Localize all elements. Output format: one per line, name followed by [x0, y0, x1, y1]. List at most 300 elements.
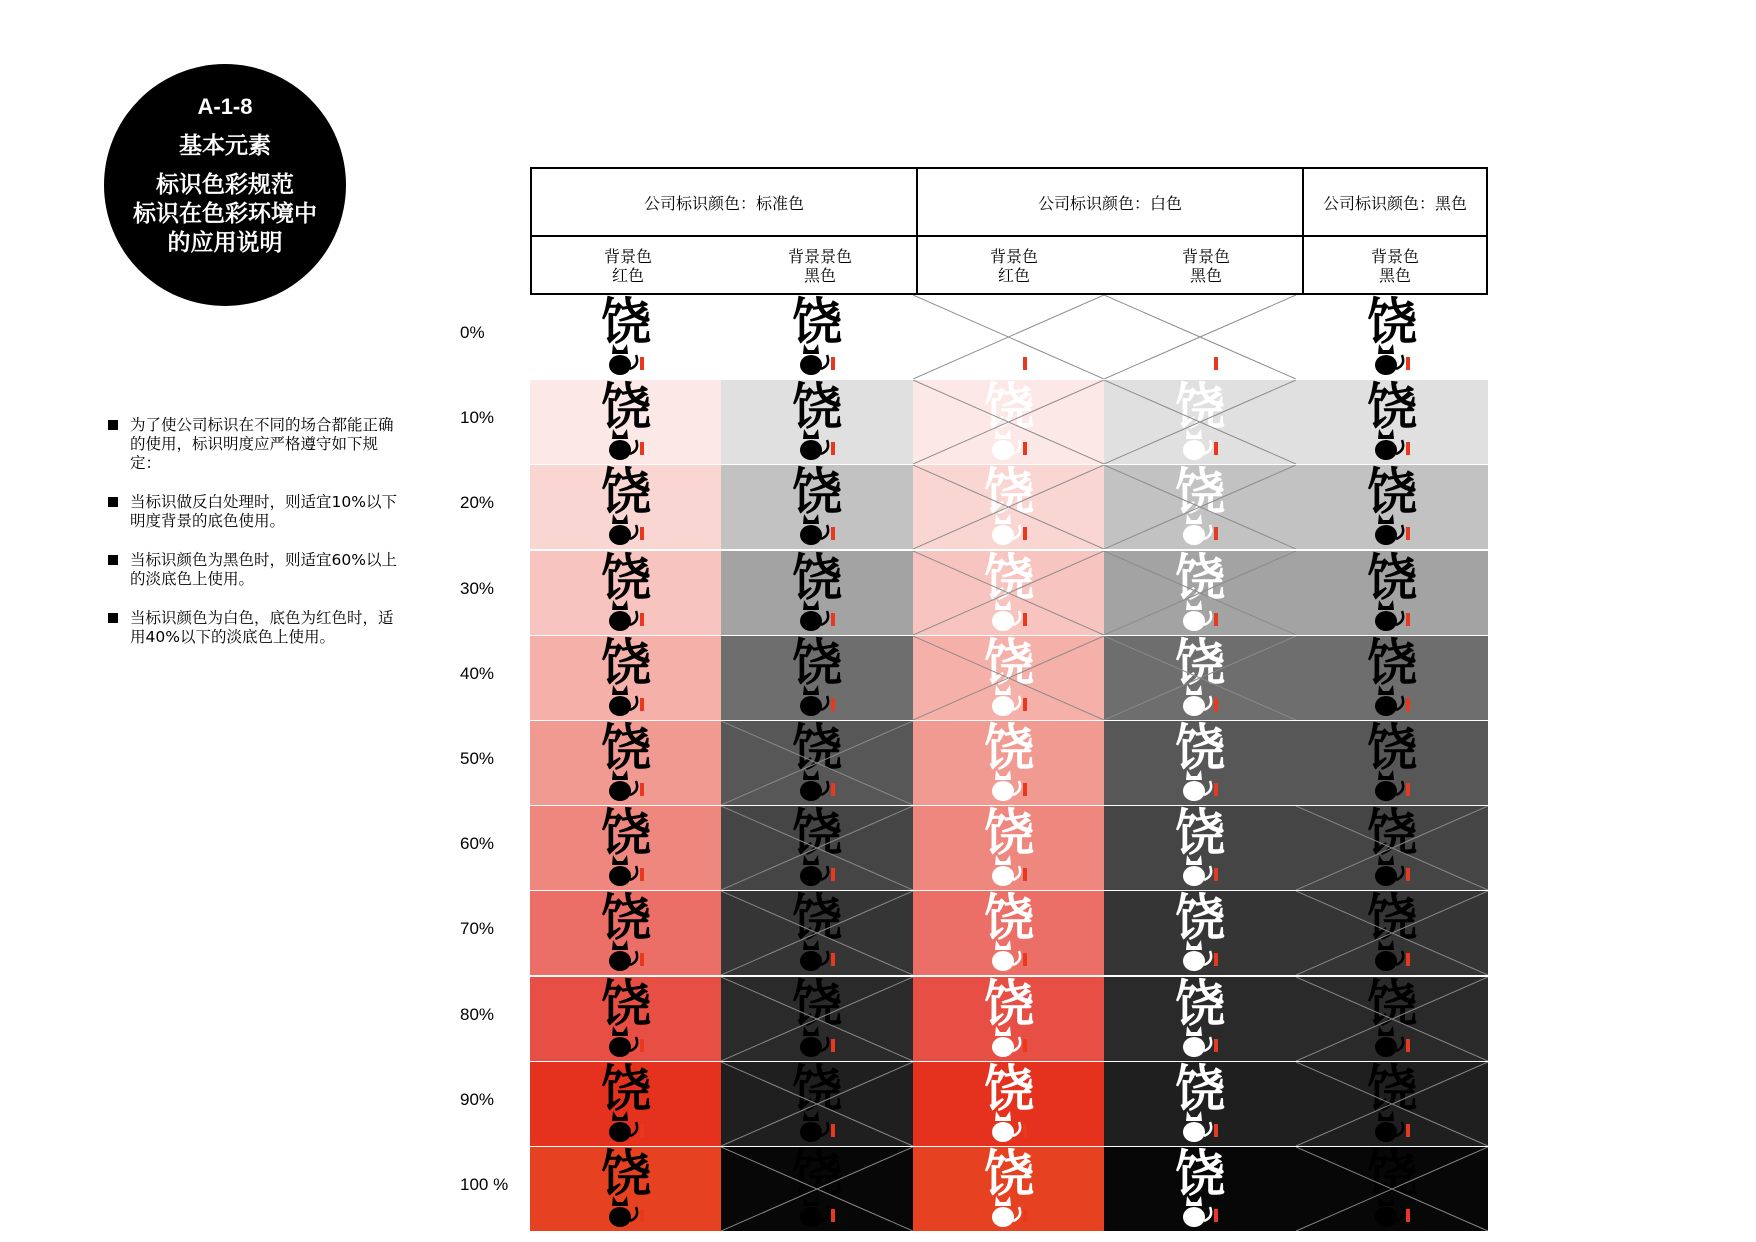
logo-glyph: 饶	[792, 295, 842, 351]
swatch-cell	[721, 1062, 913, 1146]
logo-glyph: 饶	[1175, 1061, 1225, 1118]
cat-tail-icon	[1204, 1037, 1211, 1051]
cat-tail-icon	[1204, 951, 1211, 965]
subhead-line: 背景色	[603, 247, 652, 266]
logo-mark	[767, 295, 867, 379]
logo-mark	[576, 551, 676, 635]
subhead-line: 红色	[997, 266, 1030, 285]
not-recommended-cross-icon	[913, 636, 1104, 720]
seal-icon	[1023, 1039, 1027, 1052]
row-percent-label: 30%	[460, 578, 495, 598]
section-badge	[104, 64, 346, 306]
seal-icon	[640, 953, 644, 966]
not-recommended-cross-icon	[1296, 806, 1488, 890]
seal-icon	[1406, 613, 1410, 626]
cat-tail-icon	[1013, 781, 1020, 795]
logo-glyph: 饶	[600, 976, 651, 1033]
subhead-line: 背景色	[1181, 247, 1230, 266]
row-percent-label: 40%	[460, 663, 495, 683]
cat-tail-icon	[630, 1122, 637, 1136]
not-recommended-cross-icon	[1104, 636, 1296, 720]
cat-icon	[800, 611, 822, 631]
logo-mark	[576, 1062, 676, 1146]
swatch-cell	[721, 891, 913, 975]
logo-glyph: 饶	[792, 550, 842, 607]
cat-icon	[992, 951, 1014, 971]
seal-icon	[1023, 953, 1027, 966]
logo-mark	[1342, 380, 1442, 464]
bullet-icon	[108, 420, 118, 430]
swatch-cell	[1104, 806, 1296, 890]
swatch-cell	[530, 636, 721, 720]
seal-icon	[831, 613, 835, 626]
logo-mark	[1150, 1062, 1250, 1146]
row-percent-label: 70%	[460, 919, 495, 939]
cat-icon	[609, 951, 631, 971]
cat-icon	[800, 355, 822, 375]
bullet-icon	[108, 497, 118, 507]
seal-icon	[1023, 868, 1027, 881]
row-percent-label: 0%	[460, 323, 485, 342]
not-recommended-cross-icon	[913, 295, 1104, 379]
cat-tail-icon	[630, 355, 637, 369]
swatch-cell	[721, 721, 913, 805]
logo-mark	[959, 1062, 1059, 1146]
seal-icon	[640, 783, 644, 796]
logo-mark	[1150, 806, 1250, 890]
seal-icon	[1214, 1209, 1218, 1222]
logo-glyph: 饶	[792, 891, 842, 948]
row-percent-label: 80%	[460, 1004, 495, 1024]
not-recommended-cross-icon	[1104, 295, 1296, 379]
logo-glyph: 饶	[600, 806, 651, 863]
cat-icon	[609, 696, 631, 716]
row-percent-label: 60%	[460, 834, 495, 854]
seal-icon	[640, 1039, 644, 1052]
logo-mark	[959, 806, 1059, 890]
cat-icon	[609, 525, 631, 545]
not-recommended-cross-icon	[913, 380, 1104, 464]
swatch-cell	[530, 1062, 721, 1146]
cat-tail-icon	[1013, 1207, 1020, 1221]
not-recommended-cross-icon	[913, 551, 1104, 635]
bullet-icon	[108, 613, 118, 623]
seal-icon	[1214, 953, 1218, 966]
seal-icon	[640, 1209, 644, 1222]
cat-icon	[1183, 866, 1205, 886]
logo-mark	[1342, 721, 1442, 805]
seal-icon	[640, 868, 644, 881]
seal-icon	[831, 357, 835, 370]
logo-mark	[959, 1147, 1059, 1231]
logo-mark	[1342, 551, 1442, 635]
subhead-line: 黑色	[803, 266, 836, 285]
note-text: 当标识做反白处理时，则适宜10%以下明度背景的底色使用。	[130, 493, 397, 530]
logo-glyph: 饶	[983, 635, 1034, 692]
usage-notes	[108, 416, 408, 667]
cat-icon	[609, 1207, 631, 1227]
swatch-cell	[530, 465, 721, 549]
logo-glyph: 饶	[1367, 465, 1417, 522]
cat-icon	[609, 1037, 631, 1057]
swatch-cell	[1104, 380, 1296, 464]
seal-icon	[640, 1124, 644, 1137]
cat-icon	[800, 696, 822, 716]
cat-tail-icon	[1013, 951, 1020, 965]
swatch-cell	[913, 806, 1104, 890]
logo-glyph: 饶	[792, 806, 842, 863]
cat-icon	[609, 1122, 631, 1142]
logo-glyph: 饶	[983, 295, 1034, 351]
subhead-black-bg	[1110, 237, 1302, 295]
swatch-cell	[721, 636, 913, 720]
logo-mark	[959, 891, 1059, 975]
swatch-cell	[721, 551, 913, 635]
logo-glyph: 饶	[1175, 465, 1225, 522]
note-text: 当标识颜色为黑色时，则适宜60%以上的淡底色上使用。	[130, 551, 397, 588]
logo-glyph: 饶	[1175, 806, 1225, 863]
cat-tail-icon	[1396, 781, 1403, 795]
logo-glyph: 饶	[983, 380, 1034, 437]
cat-tail-icon	[1396, 355, 1403, 369]
subhead-red-bg	[532, 237, 724, 295]
logo-mark	[1342, 636, 1442, 720]
not-recommended-cross-icon	[721, 891, 913, 975]
cat-tail-icon	[630, 951, 637, 965]
not-recommended-cross-icon	[721, 1062, 913, 1146]
logo-glyph: 饶	[1367, 891, 1417, 948]
swatch-cell	[913, 1062, 1104, 1146]
cat-icon	[992, 866, 1014, 886]
logo-glyph: 饶	[1367, 976, 1417, 1033]
cat-tail-icon	[630, 1207, 637, 1221]
logo-glyph: 饶	[600, 380, 651, 437]
logo-glyph: 饶	[1175, 635, 1225, 692]
logo-glyph: 饶	[600, 1061, 651, 1118]
cat-icon	[992, 781, 1014, 801]
logo-mark	[576, 295, 676, 379]
logo-glyph: 饶	[983, 721, 1034, 777]
swatch-cell	[530, 977, 721, 1061]
group-standard-color: 公司标识颜色：标准色	[643, 193, 804, 213]
subhead-line: 黑色	[1189, 266, 1222, 285]
row-percent-label: 100 %	[460, 1175, 509, 1194]
logo-glyph: 饶	[792, 1061, 842, 1118]
swatch-cell	[1296, 465, 1488, 549]
logo-glyph: 饶	[792, 465, 842, 522]
swatch-cell	[530, 891, 721, 975]
cat-icon	[1375, 611, 1397, 631]
logo-mark	[576, 465, 676, 549]
logo-glyph: 饶	[600, 635, 651, 692]
swatch-cell	[530, 551, 721, 635]
logo-glyph: 饶	[1175, 891, 1225, 948]
logo-glyph: 饶	[600, 1147, 651, 1203]
seal-icon	[1406, 442, 1410, 455]
seal-icon	[831, 527, 835, 540]
subhead-red-bg	[918, 237, 1110, 295]
cat-icon	[1375, 525, 1397, 545]
swatch-cell	[1104, 1147, 1296, 1231]
swatch-cell	[1296, 806, 1488, 890]
seal-icon	[640, 357, 644, 370]
swatch-cell	[1296, 636, 1488, 720]
cat-tail-icon	[630, 440, 637, 454]
logo-glyph: 饶	[983, 891, 1034, 948]
swatch-cell	[913, 721, 1104, 805]
seal-icon	[1023, 1209, 1027, 1222]
note-item	[108, 493, 408, 531]
cat-icon	[1183, 1122, 1205, 1142]
cat-icon	[609, 866, 631, 886]
section-title: 基本元素	[179, 133, 271, 159]
logo-glyph: 饶	[1175, 1147, 1225, 1203]
logo-glyph: 饶	[1367, 295, 1417, 351]
cat-tail-icon	[1396, 611, 1403, 625]
logo-glyph: 饶	[600, 550, 651, 607]
swatch-cell	[1104, 636, 1296, 720]
cat-icon	[992, 1207, 1014, 1227]
logo-glyph: 饶	[1175, 295, 1225, 351]
subhead-line: 黑色	[1378, 266, 1411, 285]
seal-icon	[831, 442, 835, 455]
logo-mark	[1342, 465, 1442, 549]
logo-glyph: 饶	[983, 1061, 1034, 1118]
swatch-cell	[1104, 295, 1296, 379]
logo-mark	[576, 636, 676, 720]
logo-mark	[576, 891, 676, 975]
swatch-cell	[913, 465, 1104, 549]
subhead-black-bg	[724, 237, 916, 295]
logo-glyph: 饶	[1367, 550, 1417, 607]
not-recommended-cross-icon	[721, 806, 913, 890]
cat-tail-icon	[1204, 781, 1211, 795]
cat-tail-icon	[1396, 440, 1403, 454]
not-recommended-cross-icon	[1104, 465, 1296, 549]
swatch-cell	[1104, 1062, 1296, 1146]
swatch-cell	[1296, 977, 1488, 1061]
cat-icon	[1183, 781, 1205, 801]
swatch-cell	[1296, 380, 1488, 464]
cat-tail-icon	[630, 1037, 637, 1051]
cat-icon	[609, 781, 631, 801]
swatch-cell	[721, 465, 913, 549]
cat-tail-icon	[1204, 1207, 1211, 1221]
logo-glyph: 饶	[1175, 721, 1225, 777]
logo-mark	[767, 551, 867, 635]
logo-glyph: 饶	[1367, 1061, 1417, 1118]
swatch-cell	[721, 977, 913, 1061]
subhead-black-bg	[1304, 237, 1486, 295]
swatch-cell	[913, 891, 1104, 975]
color-table-header	[530, 167, 1488, 295]
logo-mark	[576, 977, 676, 1061]
swatch-cell	[913, 1147, 1104, 1231]
logo-glyph: 饶	[1367, 1147, 1417, 1203]
logo-mark	[576, 806, 676, 890]
cat-icon	[800, 440, 822, 460]
logo-glyph: 饶	[1367, 635, 1417, 692]
note-item	[108, 551, 408, 589]
cat-tail-icon	[630, 696, 637, 710]
not-recommended-cross-icon	[913, 465, 1104, 549]
not-recommended-cross-icon	[1296, 977, 1488, 1061]
subhead-line: 红色	[611, 266, 644, 285]
logo-mark	[576, 380, 676, 464]
not-recommended-cross-icon	[1104, 380, 1296, 464]
subhead-line: 背景景色	[787, 247, 852, 266]
cat-icon	[609, 611, 631, 631]
row-percent-label: 20%	[460, 493, 495, 513]
swatch-cell	[1104, 891, 1296, 975]
cat-tail-icon	[1204, 1122, 1211, 1136]
subhead-line: 背景色	[989, 247, 1038, 266]
seal-icon	[640, 698, 644, 711]
swatch-cell	[721, 806, 913, 890]
logo-mark	[767, 636, 867, 720]
logo-mark	[959, 721, 1059, 805]
note-text: 当标识颜色为白色，底色为红色时，适用40%以下的淡底色上使用。	[130, 609, 394, 646]
seal-icon	[1023, 1124, 1027, 1137]
cat-icon	[800, 525, 822, 545]
logo-glyph: 饶	[792, 1147, 842, 1203]
swatch-cell	[1104, 721, 1296, 805]
cat-tail-icon	[630, 525, 637, 539]
group-white: 公司标识颜色：白色	[1037, 193, 1182, 213]
cat-tail-icon	[821, 355, 828, 369]
swatch-cell	[721, 295, 913, 379]
swatch-cell	[1296, 295, 1488, 379]
swatch-cell	[530, 721, 721, 805]
section-code: A-1-8	[197, 94, 253, 119]
swatch-cell	[1296, 891, 1488, 975]
logo-mark	[767, 380, 867, 464]
logo-mark	[1150, 891, 1250, 975]
cat-icon	[1375, 781, 1397, 801]
swatch-cell	[1104, 977, 1296, 1061]
note-text: 为了使公司标识在不同的场合都能正确的使用，标识明度应严格遵守如下规定：	[130, 416, 394, 472]
logo-glyph: 饶	[1367, 806, 1417, 863]
swatch-cell	[1104, 465, 1296, 549]
logo-glyph: 饶	[983, 806, 1034, 863]
seal-icon	[1023, 783, 1027, 796]
logo-glyph: 饶	[792, 976, 842, 1033]
section-subtitle-3: 的应用说明	[167, 230, 283, 256]
cat-tail-icon	[630, 781, 637, 795]
note-item	[108, 609, 408, 647]
cat-icon	[1375, 355, 1397, 375]
logo-glyph: 饶	[983, 465, 1034, 522]
seal-icon	[1406, 783, 1410, 796]
logo-glyph: 饶	[600, 465, 651, 522]
logo-glyph: 饶	[983, 550, 1034, 607]
swatch-cell	[913, 636, 1104, 720]
cat-tail-icon	[1013, 1037, 1020, 1051]
cat-icon	[1375, 440, 1397, 460]
seal-icon	[1214, 868, 1218, 881]
section-subtitle-1: 标识色彩规范	[156, 172, 294, 198]
swatch-cell	[530, 806, 721, 890]
swatch-cell	[913, 551, 1104, 635]
seal-icon	[640, 442, 644, 455]
logo-glyph: 饶	[600, 891, 651, 948]
seal-icon	[831, 698, 835, 711]
logo-mark	[1150, 721, 1250, 805]
logo-mark	[576, 1147, 676, 1231]
cat-icon	[609, 355, 631, 375]
seal-icon	[1406, 527, 1410, 540]
not-recommended-cross-icon	[1296, 1147, 1488, 1231]
seal-icon	[640, 527, 644, 540]
bullet-icon	[108, 555, 118, 565]
group-black: 公司标识颜色：黑色	[1322, 193, 1467, 213]
section-subtitle-2: 标识在色彩环境中	[133, 201, 317, 227]
logo-glyph: 饶	[983, 976, 1034, 1033]
seal-icon	[1214, 1039, 1218, 1052]
swatch-cell	[530, 380, 721, 464]
cat-tail-icon	[1013, 1122, 1020, 1136]
not-recommended-cross-icon	[1296, 891, 1488, 975]
seal-icon	[1214, 783, 1218, 796]
swatch-cell	[721, 1147, 913, 1231]
cat-icon	[992, 1122, 1014, 1142]
logo-mark	[1150, 1147, 1250, 1231]
logo-glyph: 饶	[792, 721, 842, 777]
cat-icon	[609, 440, 631, 460]
cat-icon	[1183, 1037, 1205, 1057]
not-recommended-cross-icon	[721, 977, 913, 1061]
logo-glyph: 饶	[1367, 721, 1417, 777]
row-percent-label: 10%	[460, 408, 495, 428]
logo-mark	[1342, 295, 1442, 379]
swatch-cell	[1104, 551, 1296, 635]
logo-glyph: 饶	[983, 1147, 1034, 1203]
swatch-cell	[1296, 1062, 1488, 1146]
not-recommended-cross-icon	[1296, 1062, 1488, 1146]
not-recommended-cross-icon	[721, 721, 913, 805]
cat-tail-icon	[1204, 866, 1211, 880]
cat-tail-icon	[1396, 696, 1403, 710]
logo-glyph: 饶	[1175, 550, 1225, 607]
cat-tail-icon	[821, 525, 828, 539]
row-percent-label: 50%	[460, 749, 495, 768]
swatch-cell	[913, 977, 1104, 1061]
swatch-cell	[721, 380, 913, 464]
cat-tail-icon	[821, 611, 828, 625]
cat-icon	[1183, 1207, 1205, 1227]
cat-tail-icon	[630, 866, 637, 880]
logo-mark	[767, 465, 867, 549]
logo-glyph: 饶	[1367, 380, 1417, 437]
swatch-cell	[1296, 721, 1488, 805]
logo-glyph: 饶	[600, 721, 651, 777]
cat-tail-icon	[630, 611, 637, 625]
cat-tail-icon	[1396, 525, 1403, 539]
cat-tail-icon	[821, 440, 828, 454]
row-percent-label: 90%	[460, 1089, 495, 1109]
note-item	[108, 416, 408, 473]
seal-icon	[1406, 698, 1410, 711]
seal-icon	[640, 613, 644, 626]
logo-glyph: 饶	[792, 635, 842, 692]
swatch-cell	[913, 380, 1104, 464]
cat-tail-icon	[821, 696, 828, 710]
seal-icon	[1406, 357, 1410, 370]
logo-mark	[576, 721, 676, 805]
cat-icon	[1375, 696, 1397, 716]
logo-mark	[959, 977, 1059, 1061]
logo-mark	[1150, 977, 1250, 1061]
